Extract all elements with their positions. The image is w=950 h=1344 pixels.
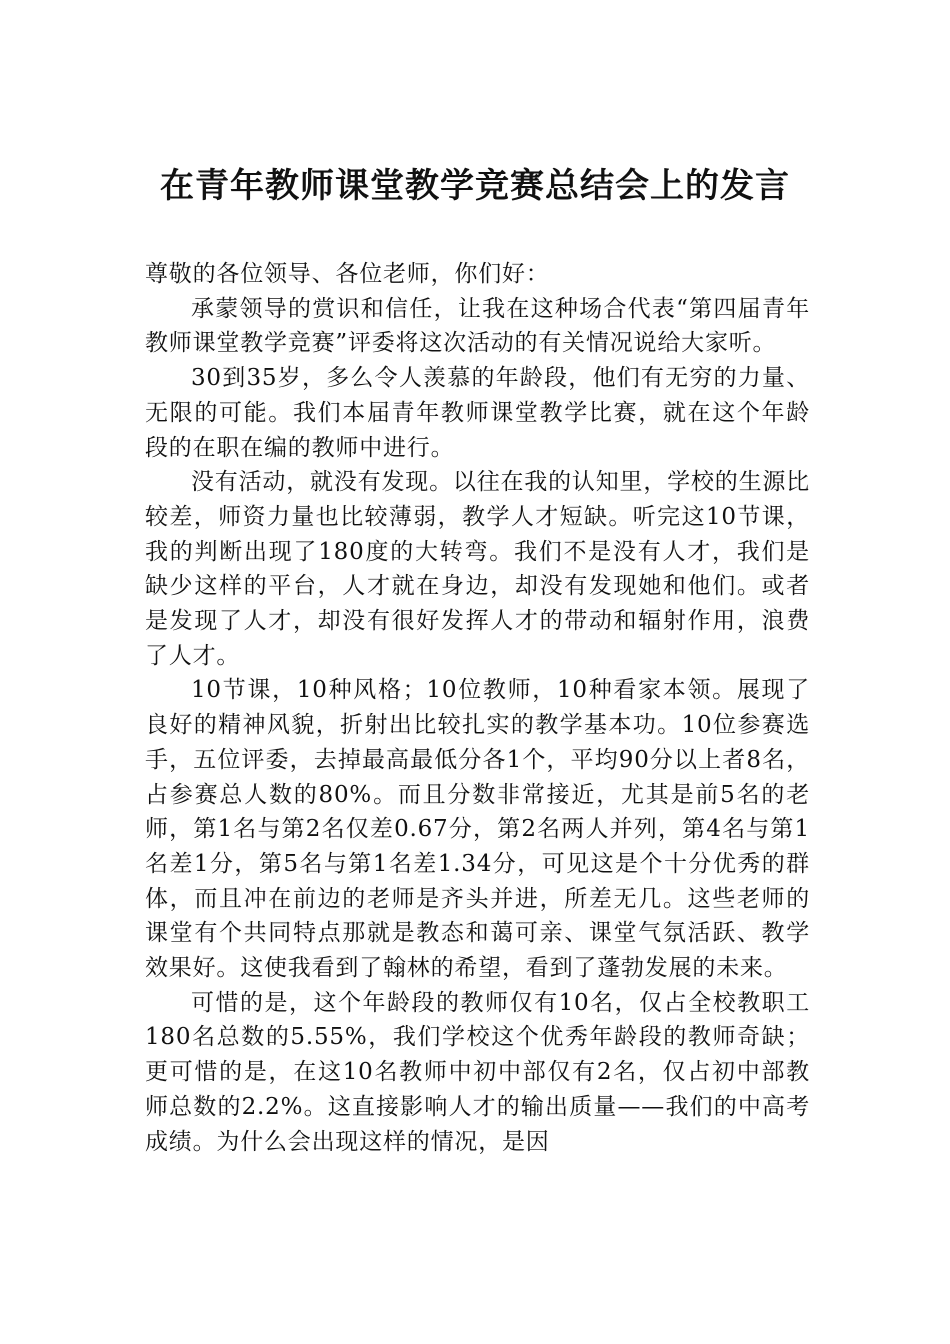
paragraph-4: 10节课，10种风格；10位教师，10种看家本领。展现了良好的精神风貌，折射出比较扎实的教学基本功。10位参赛选手，五位评委，去掉最高最低分各1个，平均90分以上者8名，占参赛总人数的80%。而且分数非常接近，尤其是前5名的老师，第1名与第2名仅差0.67分，第2名两人并列，第4名与第1名差1分，第5名与第1名差1.34分，可见这是个十分优秀的群体，而且冲在前边的老师是齐头并进，所差无几。这些老师的课堂有个共同特点那就是教态和蔼可亲、课堂气氛活跃、教学效果好。这使我看到了翰林的希望，看到了蓬勃发展的未来。 xyxy=(145,677,810,982)
document-title: 在青年教师课堂教学竞赛总结会上的发言 xyxy=(160,166,790,206)
paragraph-2: 30到35岁，多么令人羡慕的年龄段，他们有无穷的力量、无限的可能。我们本届青年教师课堂教学比赛，就在这个年龄段的在职在编的教师中进行。 xyxy=(145,365,810,461)
paragraph-3: 没有活动，就没有发现。以往在我的认知里，学校的生源比较差，师资力量也比较薄弱，教学人才短缺。听完这10节课，我的判断出现了180度的大转弯。我们不是没有人才，我们是缺少这样的平台，人才就在身边，却没有发现她和他们。或者是发现了人才，却没有很好发挥人才的带动和辐射作用，浪费了人才。 xyxy=(145,469,810,669)
document-body xyxy=(145,257,810,1159)
paragraph-5: 可惜的是，这个年龄段的教师仅有10名，仅占全校教职工180名总数的5.55%，我们学校这个优秀年龄段的教师奇缺；更可惜的是，在这10名教师中初中部仅有2名，仅占初中部教师总数的2.2%。这直接影响人才的输出质量——我们的中高考成绩。为什么会出现这样的情况，是因 xyxy=(145,989,810,1155)
paragraph-1: 承蒙领导的赏识和信任，让我在这种场合代表“第四届青年教师课堂教学竞赛”评委将这次活动的有关情况说给大家听。 xyxy=(145,295,810,357)
salutation: 尊敬的各位领导、各位老师，你们好： xyxy=(145,261,550,287)
